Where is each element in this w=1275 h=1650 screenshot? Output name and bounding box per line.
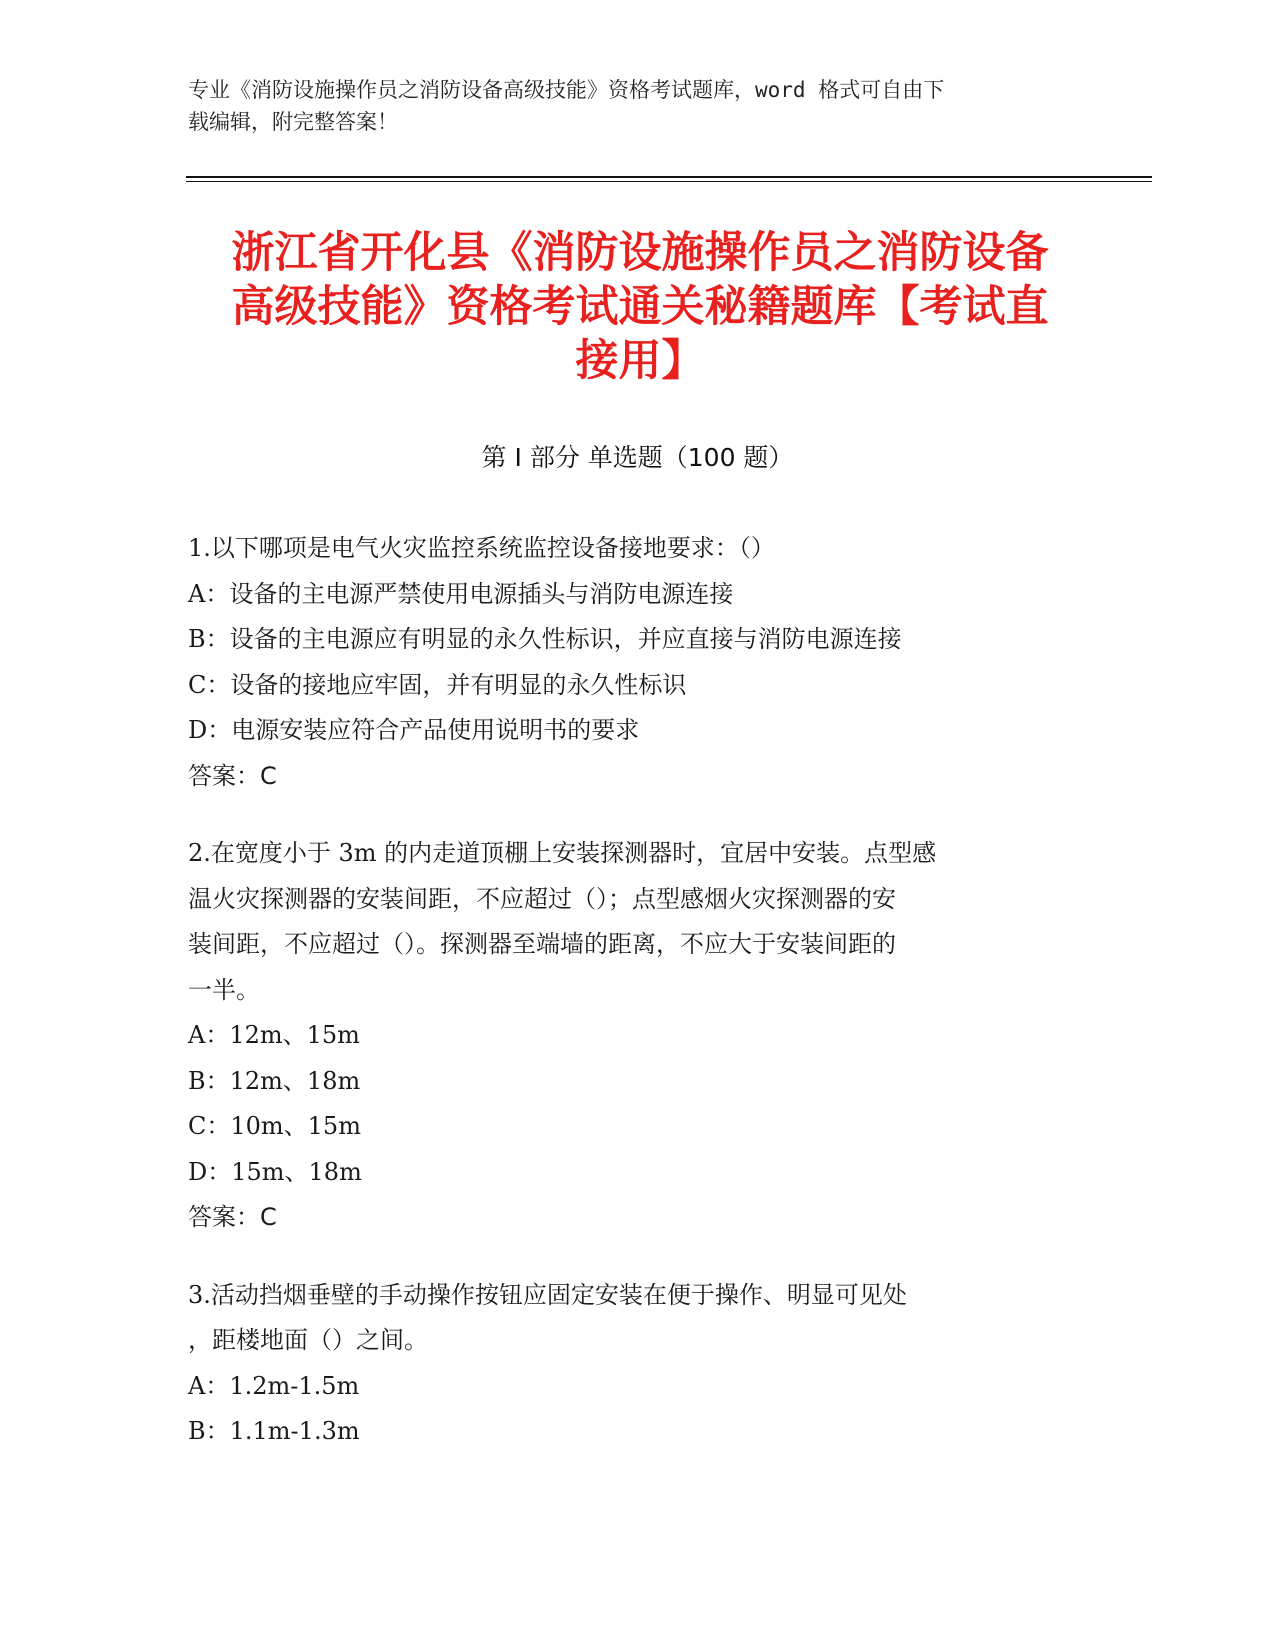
question-3 [188,1273,1078,1455]
question-stem: 3.活动挡烟垂壁的手动操作按钮应固定安装在便于操作、明显可见处 [188,1280,907,1309]
document-title [180,226,1100,388]
section-heading: 第 I 部分 单选题（100 题） [481,443,794,472]
option-d: D：电源安装应符合产品使用说明书的要求 [188,716,640,744]
option-a: A：设备的主电源严禁使用电源插头与消防电源连接 [188,579,734,608]
option-b: B：设备的主电源应有明显的永久性标识，并应直接与消防电源连接 [188,625,902,653]
option-d: D：15m、18m [188,1157,362,1186]
question-stem: 2.在宽度小于 3m 的内走道顶棚上安装探测器时，宜居中安装。点型感 [188,839,937,867]
header-line-1: 专业《消防设施操作员之消防设备高级技能》资格考试题库，word 格式可自由下 [188,78,945,102]
header-divider-thick [186,176,1152,178]
title-line-1: 浙江省开化县《消防设施操作员之消防设备 [231,228,1049,278]
document-header [188,74,1068,138]
option-b: B：12m、18m [188,1066,361,1095]
option-c: C：10m、15m [188,1112,361,1140]
answer: 答案：C [188,1203,277,1231]
question-2 [188,831,1078,1241]
question-stem: 温火灾探测器的安装间距，不应超过（）；点型感烟火灾探测器的安 [188,884,896,913]
header-divider-thin [186,181,1152,182]
option-a: A：1.2m-1.5m [188,1371,360,1400]
title-line-3: 接用】 [575,336,705,386]
question-list [188,526,1078,1487]
option-c: C：设备的接地应牢固，并有明显的永久性标识 [188,670,687,699]
title-line-2: 高级技能》资格考试通关秘籍题库【考试直 [231,282,1049,332]
question-stem: ，距楼地面（）之间。 [188,1326,428,1354]
question-stem: 1.以下哪项是电气火灾监控系统监控设备接地要求：（） [188,534,775,562]
question-stem: 装间距，不应超过（）。探测器至端墙的距离，不应大于安装间距的 [188,930,896,958]
question-stem: 一半。 [188,975,260,1004]
header-line-2: 载编辑，附完整答案！ [188,110,398,134]
option-b: B：1.1m-1.3m [188,1417,360,1445]
option-a: A：12m、15m [188,1021,360,1049]
answer: 答案：C [188,761,277,790]
question-1 [188,526,1078,799]
